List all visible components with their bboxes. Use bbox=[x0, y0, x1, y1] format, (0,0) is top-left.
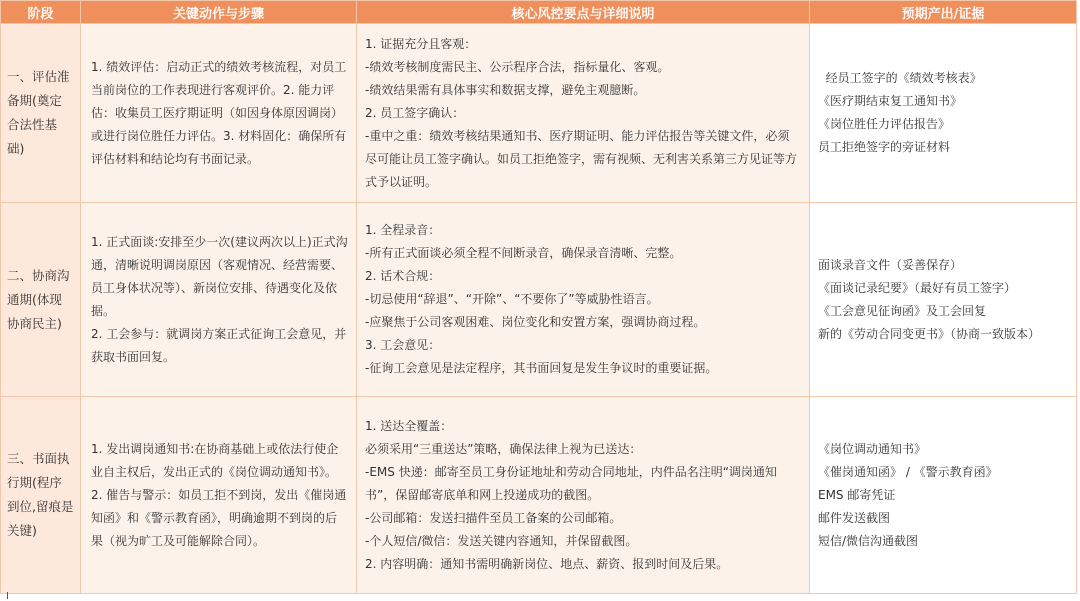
output-item: 《工会意见征询函》及工会回复 bbox=[818, 303, 987, 318]
table-row bbox=[1, 397, 1077, 594]
output-cell bbox=[810, 24, 1077, 203]
cursor-mark bbox=[7, 592, 8, 599]
output-cell bbox=[810, 203, 1077, 397]
table-row bbox=[1, 203, 1077, 397]
risk-cell bbox=[357, 203, 810, 397]
risk-line: 1. 证据充分且客观： bbox=[365, 36, 477, 51]
risk-line: 2. 员工签字确认： bbox=[365, 105, 465, 120]
stage-cell bbox=[1, 397, 81, 594]
actions-cell bbox=[81, 203, 357, 397]
risk-line: 必须采用“三重送达”策略，确保法律上视为已送达： bbox=[365, 441, 642, 456]
risk-line: 2. 话术合规： bbox=[365, 269, 441, 283]
output-item: 短信/微信沟通截图 bbox=[818, 533, 919, 548]
risk-line: -个人短信/微信：发送关键内容通知，并保留截图。 bbox=[365, 533, 638, 548]
header-risk: 核心风控要点与详细说明 bbox=[357, 1, 810, 24]
output-item: EMS 邮寄凭证 bbox=[818, 487, 896, 502]
action-text: 2. 工会参与：就调岗方案正式征询工会意见，并获取书面回复。 bbox=[91, 326, 347, 364]
actions-cell bbox=[81, 24, 357, 203]
action-text: 1. 发出调岗通知书:在协商基础上或依法行使企业自主权后，发出正式的《岗位调动通知书》。 bbox=[91, 441, 339, 479]
output-item: 员工拒绝签字的旁证材料 bbox=[818, 140, 951, 154]
output-item: 面谈录音文件（妥善保存） bbox=[818, 257, 963, 272]
stage-cell bbox=[1, 203, 81, 397]
stage-label: 二、协商沟通期(体现协商民主) bbox=[7, 267, 70, 331]
table-row bbox=[1, 24, 1077, 203]
risk-line: -应聚焦于公司客观困难、岗位变化和安置方案，强调协商过程。 bbox=[365, 315, 706, 329]
output-item: 《催岗通知函》 / 《警示教育函》 bbox=[818, 464, 998, 479]
output-item: 《面谈记录纪要》（最好有员工签字） bbox=[818, 280, 1017, 295]
risk-line: 3. 工会意见： bbox=[365, 338, 441, 352]
output-item: 《医疗期结束复工通知书》 bbox=[818, 94, 963, 108]
output-item: 《岗位胜任力评估报告》 bbox=[818, 117, 951, 131]
header-stage: 阶段 bbox=[1, 1, 81, 24]
action-text: 1. 正式面谈:安排至少一次(建议两次以上)正式沟通，清晰说明调岗原因（客观情况、经营需要、员工身体状况等）、新岗位安排、待遇变化及依据。 bbox=[91, 234, 348, 318]
risk-cell bbox=[357, 24, 810, 203]
output-cell bbox=[810, 397, 1077, 594]
output-item: 《岗位调动通知书》 bbox=[818, 441, 927, 456]
risk-line: -公司邮箱：发送扫描件至员工备案的公司邮箱。 bbox=[365, 510, 622, 525]
action-text: 2. 催告与警示：如员工拒不到岗，发出《催岗通知函》和《警示教育函》，明确逾期不到岗的后果（视为旷工及可能解除合同）。 bbox=[91, 487, 347, 548]
action-text: 1. 绩效评估：启动正式的绩效考核流程，对员工当前岗位的工作表现进行客观评价。2. 能力评估：收集员工医疗期证明（如因身体原因调岗）或进行岗位胜任力评估。3. 材料固化：确保所有评估材料和结论均有书面记录。 bbox=[91, 59, 347, 166]
risk-cell bbox=[357, 397, 810, 594]
risk-line: 2. 内容明确：通知书需明确新岗位、地点、薪资、报到时间及后果。 bbox=[365, 556, 729, 571]
output-item: 邮件发送截图 bbox=[818, 510, 891, 525]
stage-label: 一、评估准备期(奠定合法性基础) bbox=[7, 69, 70, 156]
risk-line: -切忌使用“辞退”、“开除”、“不要你了”等威胁性语言。 bbox=[365, 292, 659, 306]
risk-line: -EMS 快递：邮寄至员工身份证地址和劳动合同地址，内件品名注明“调岗通知书”，保留邮寄底单和网上投递成功的截图。 bbox=[365, 464, 777, 502]
header-actions: 关键动作与步骤 bbox=[81, 1, 357, 24]
risk-line: -绩效结果需有具体事实和数据支撑，避免主观臆断。 bbox=[365, 82, 646, 97]
actions-cell bbox=[81, 397, 357, 594]
output-item: 经员工签字的《绩效考核表》 bbox=[818, 71, 982, 85]
risk-line: -征询工会意见是法定程序，其书面回复是发生争议时的重要证据。 bbox=[365, 361, 718, 375]
risk-line: 1. 全程录音： bbox=[365, 223, 441, 237]
risk-line: -所有正式面谈必须全程不间断录音，确保录音清晰、完整。 bbox=[365, 246, 682, 260]
stage-label: 三、书面执行期(程序到位,留痕是关键) bbox=[7, 451, 74, 538]
risk-line: 1. 送达全覆盖： bbox=[365, 418, 453, 433]
header-output: 预期产出/证据 bbox=[810, 1, 1077, 24]
stage-cell bbox=[1, 24, 81, 203]
output-item: 新的《劳动合同变更书》（协商一致版本） bbox=[818, 326, 1041, 341]
risk-line: -绩效考核制度需民主、公示程序合法，指标量化、客观。 bbox=[365, 59, 670, 74]
header-row bbox=[1, 1, 1077, 24]
risk-line: -重中之重：绩效考核结果通知书、医疗期证明、能力评估报告等关键文件，必须尽可能让员工签字确认。如员工拒绝签字，需有视频、无利害关系第三方见证等方式予以证明。 bbox=[365, 128, 798, 189]
